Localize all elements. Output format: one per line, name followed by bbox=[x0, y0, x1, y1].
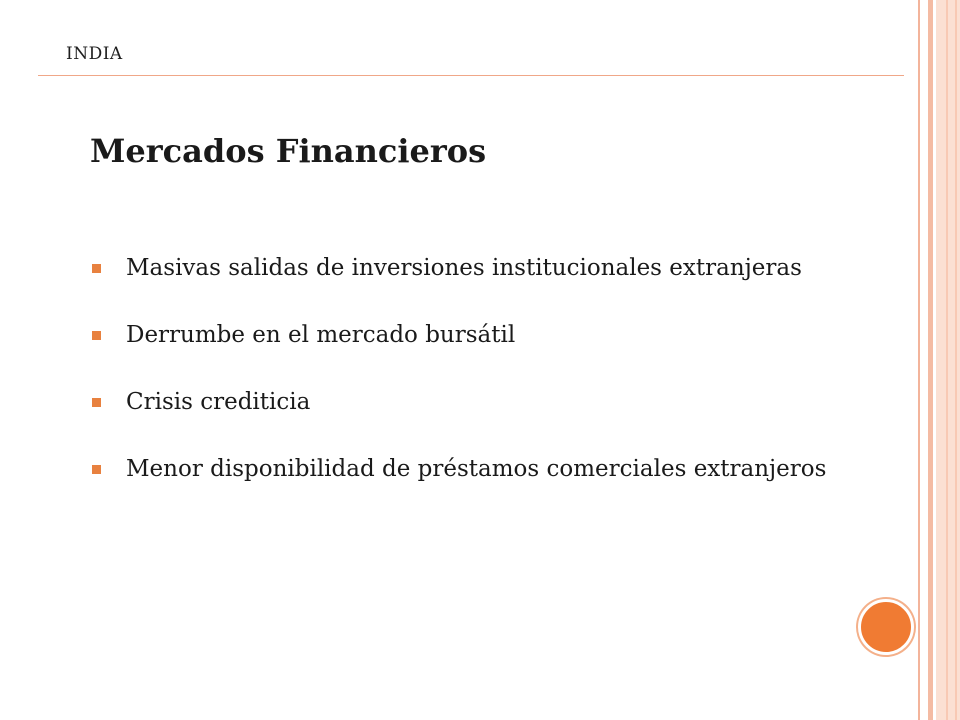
bullet-item bbox=[90, 250, 830, 286]
bullet-item bbox=[90, 451, 830, 487]
bullet-text: Derrumbe en el mercado bursátil bbox=[126, 322, 516, 348]
side-stripe bbox=[918, 0, 920, 720]
square-bullet-icon bbox=[92, 331, 101, 340]
circle-icon bbox=[858, 599, 914, 655]
bullet-list bbox=[90, 250, 830, 518]
side-stripe bbox=[946, 0, 948, 720]
side-stripe bbox=[928, 0, 933, 720]
square-bullet-icon bbox=[92, 398, 101, 407]
square-bullet-icon bbox=[92, 465, 101, 474]
bullet-item bbox=[90, 317, 830, 353]
bullet-item bbox=[90, 384, 830, 420]
header-label: INDIA bbox=[66, 44, 123, 64]
bullet-text: Crisis crediticia bbox=[126, 389, 311, 415]
slide-title: Mercados Financieros bbox=[90, 132, 487, 170]
side-stripe bbox=[955, 0, 957, 720]
bullet-text: Masivas salidas de inversiones institucionales extranjeras bbox=[126, 255, 802, 281]
bullet-text: Menor disponibilidad de préstamos comerciales extranjeros bbox=[126, 456, 827, 482]
header-divider bbox=[38, 75, 904, 76]
square-bullet-icon bbox=[92, 264, 101, 273]
